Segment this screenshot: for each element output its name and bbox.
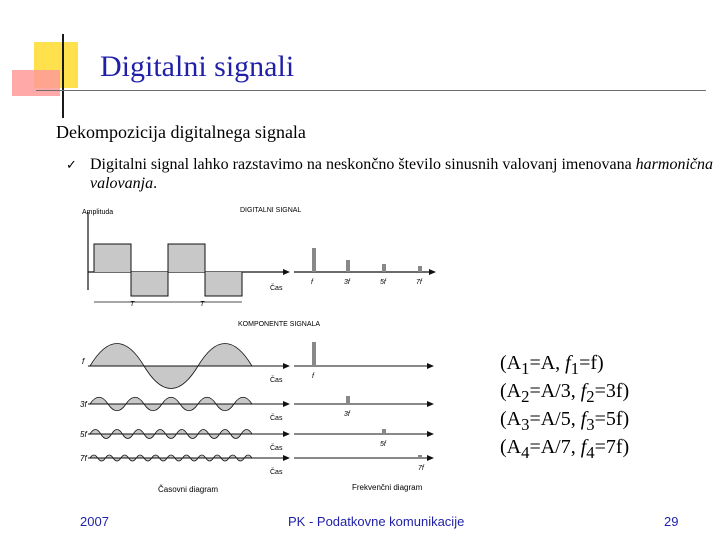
component-bar-f	[312, 342, 316, 366]
square-wave-low-1	[131, 272, 168, 296]
spectrum-label-f: f	[311, 279, 313, 286]
formula-row-1: ($A_1=A$, $f_1=f$)	[500, 352, 604, 378]
component-label-7f: 7f	[418, 465, 424, 472]
decor-vertical-line	[62, 34, 64, 118]
component-label-5f: 5f	[380, 441, 386, 448]
frequency-diagram-label: Frekvenčni diagram	[352, 483, 423, 492]
component-bar-7f	[418, 455, 422, 458]
time-label-row-3f: Čas	[270, 415, 283, 422]
title-underline	[36, 90, 706, 91]
footer-page-number: 29	[664, 514, 679, 529]
footer-year: 2007	[80, 514, 109, 529]
components-label: KOMPONENTE SIGNALA	[238, 321, 321, 328]
bullet-text-italic: harmonična valovanja	[90, 156, 713, 192]
square-wave-high-2	[168, 244, 205, 272]
checkmark-bullet-icon: ✓	[66, 157, 77, 172]
slide-subtitle: Dekompozicija digitalnega signala	[56, 122, 306, 142]
component-bar-3f	[346, 396, 350, 404]
formula-row-4: ($A_4=A/7$, $f_4=7f$)	[500, 436, 630, 462]
square-wave-low-2	[205, 272, 242, 296]
row-label-5f: 5f	[80, 430, 87, 439]
bullet-text-main: Digitalni signal lahko razstavimo na neskončno število sinusnih valovanj imenovana	[90, 156, 636, 173]
time-diagram-label: Časovni diagram	[158, 485, 219, 494]
square-wave-high-1	[94, 244, 131, 272]
component-label-3f: 3f	[344, 411, 350, 418]
row-label-f: f	[82, 357, 85, 366]
frequency-axis-top-arrow	[429, 269, 436, 275]
bullet-text-end: .	[153, 175, 158, 192]
time-label-top: Čas	[270, 285, 283, 292]
spectrum-bar-5f	[382, 264, 386, 272]
spectrum-label-7f: 7f	[416, 279, 422, 286]
decor-red-rectangle	[12, 70, 60, 96]
spectrum-label-3f: 3f	[344, 279, 350, 286]
row-label-3f: 3f	[80, 400, 87, 409]
formula-list	[500, 352, 629, 464]
period-label-1: T	[130, 301, 135, 308]
spectrum-bar-3f	[346, 260, 350, 272]
slide-title: Digitalni signali	[100, 50, 295, 83]
bullet-text	[90, 155, 718, 193]
time-label-row-f: Čas	[270, 377, 283, 384]
footer-course: PK - Podatkovne komunikacije	[288, 514, 465, 529]
time-label-row-5f: Čas	[270, 445, 283, 452]
period-label-2: T	[200, 301, 205, 308]
component-label-f: f	[312, 373, 314, 380]
formula-row-2: ($A_2=A/3$, $f_2=3f$)	[500, 380, 630, 406]
row-label-7f: 7f	[80, 454, 87, 463]
component-bar-5f	[382, 429, 386, 434]
amplitude-label: Amplituda	[82, 209, 114, 216]
signal-decomposition-figure	[80, 198, 440, 498]
digital-signal-label: DIGITALNI SIGNAL	[240, 207, 302, 214]
time-axis-top-arrow	[283, 269, 290, 275]
spectrum-bar-7f	[418, 266, 422, 272]
time-label-row-7f: Čas	[270, 469, 283, 476]
spectrum-label-5f: 5f	[380, 279, 386, 286]
formula-row-3: ($A_3=A/5$, $f_3=5f$)	[500, 408, 630, 434]
spectrum-bar-f	[312, 248, 316, 272]
